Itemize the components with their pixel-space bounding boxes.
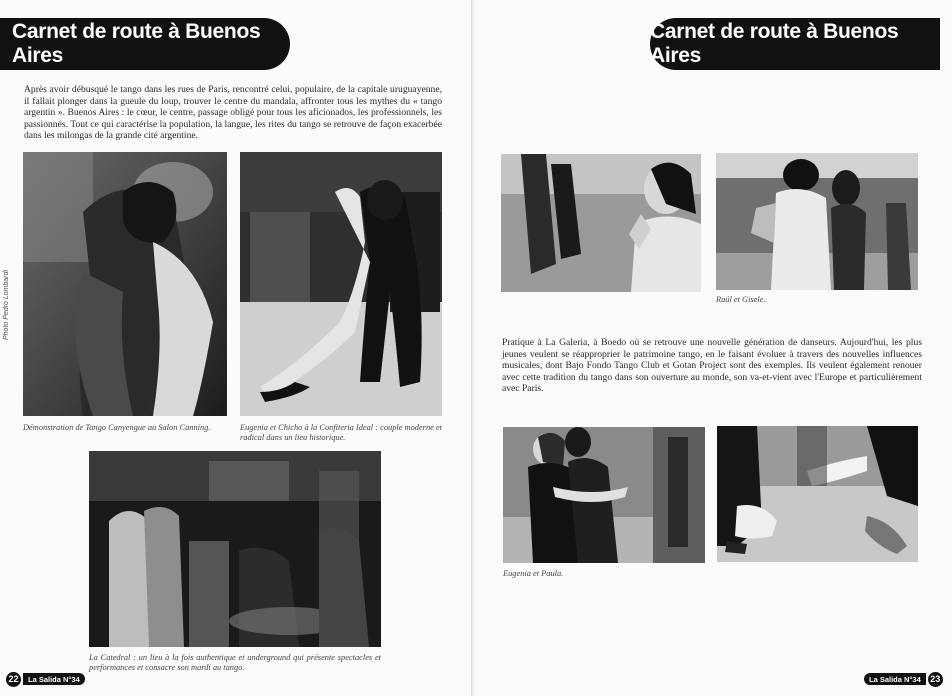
magazine-name-left: La Salida N°34 (23, 673, 85, 685)
page-number-right: 23 (928, 672, 943, 687)
folio-right (864, 671, 943, 687)
folio-left (6, 671, 85, 687)
page-number-left: 22 (6, 672, 21, 687)
caption-la-catedral: La Catedral : un lieu à la fois authentique et underground qui présente spectacles et performances et consacre son mardi au tango. (89, 653, 381, 673)
left-page (0, 0, 472, 696)
caption-confiteria-ideal: Eugenia et Chicho à la Confiteria Ideal : couple moderne et radical dans un lieu historique. (240, 423, 442, 443)
photo-credit: Photo Pedro Lombardi (3, 269, 10, 340)
photo-eugenia-paula (503, 427, 705, 563)
caption-eugenia-paula: Eugenia et Paula. (503, 569, 564, 578)
left-page-banner: Carnet de route à Buenos Aires (0, 18, 290, 70)
photo-la-galeria (501, 154, 701, 292)
right-page (474, 0, 952, 696)
intro-paragraph: Après avoir débusqué le tango dans les rues de Paris, rencontré celui, populaire, de la capitale uruguayenne, il fallait plonger dans la gueule du loup, trouver le centre du mandala, affronter tous les mythes du « tango argentin ». Buenos Aires : le cœur, le centre, passage obligé pour tous les aficionados, les professionnels, les passionnés. Tout ce qui caractérise la population, la langue, les rites du tango se retrouve de façon exacerbée dans les milongas de la grande cité argentine. (24, 84, 442, 142)
right-page-banner: Carnet de route à Buenos Aires (650, 18, 940, 70)
photo-dancers-feet (717, 426, 918, 562)
caption-raul-gisele: Raúl et Gisele. (716, 295, 766, 304)
magazine-name-right: La Salida N°34 (864, 673, 926, 685)
photo-confiteria-ideal (240, 152, 442, 416)
photo-raul-gisele (716, 153, 918, 290)
photo-la-catedral (89, 451, 381, 647)
photo-salon-canning (23, 152, 227, 416)
la-galeria-paragraph: Pratique à La Galeria, à Boedo où se retrouve une nouvelle génération de danseurs. Aujourd'hui, les plus jeunes veulent se réapproprier le patrimoine tango, en le faisant évoluer à travers des nouvelles influences musicales, dont Bajo Fondo Tango Club et Gotan Project sont des exemples. Ils veulent également renouer avec cette tradition du tango dans son ouverture au monde, son va-et-vient avec l'Europe et particulièrement avec Paris. (502, 337, 922, 395)
caption-salon-canning: Démonstration de Tango Canyengue au Salon Canning. (23, 423, 211, 432)
